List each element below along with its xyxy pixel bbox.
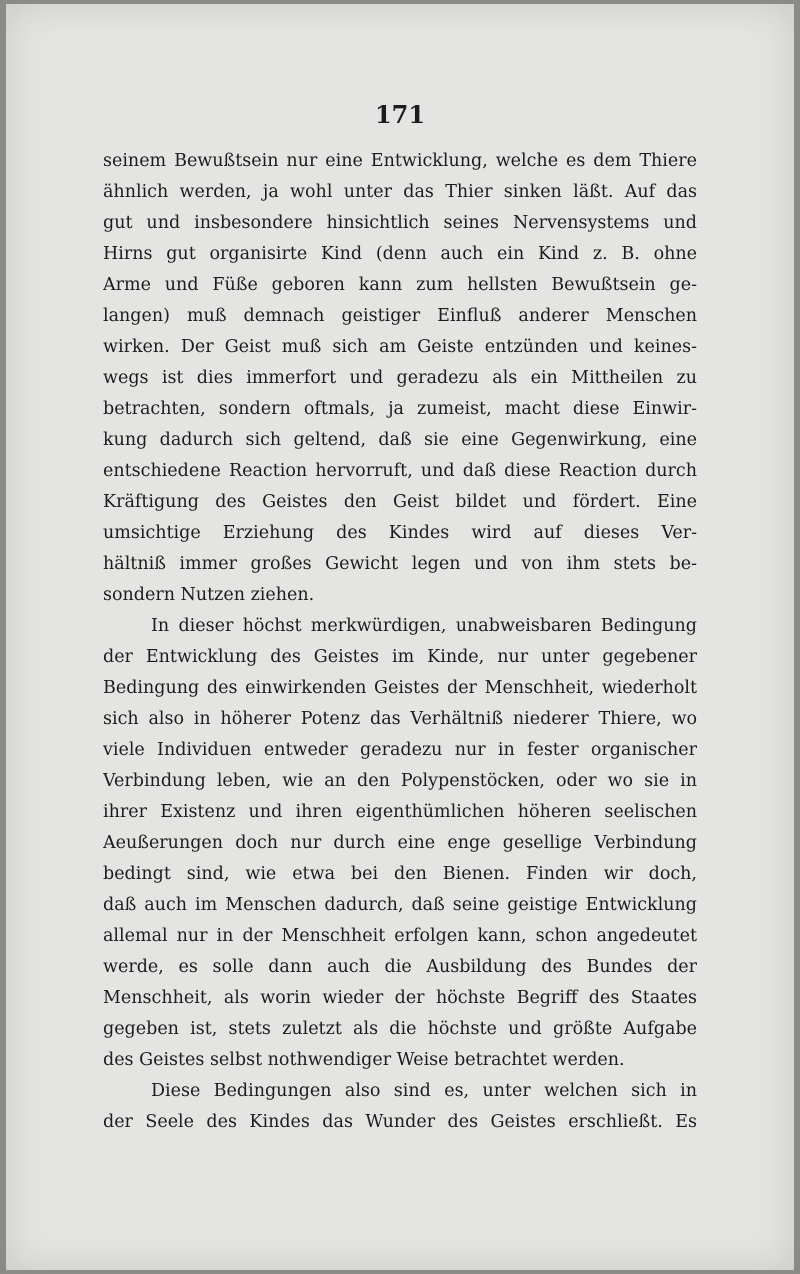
text-line: Hirns gut organisirte Kind (denn auch ein Kind z. B. ohne bbox=[103, 244, 697, 264]
text-line: Bedingung des einwirkenden Geistes der Menschheit, wiederholt bbox=[103, 678, 697, 698]
text-line: sondern Nutzen ziehen. bbox=[103, 585, 315, 605]
body-text bbox=[103, 146, 697, 1138]
text-line: ihrer Existenz und ihren eigenthümlichen höheren seelischen bbox=[103, 802, 697, 822]
text-line: Aeußerungen doch nur durch eine enge gesellige Verbindung bbox=[103, 833, 697, 853]
text-line: werde, es solle dann auch die Ausbildung des Bundes der bbox=[103, 957, 697, 977]
text-line: viele Individuen entweder geradezu nur in fester organischer bbox=[103, 740, 697, 760]
text-line: der Seele des Kindes das Wunder des Geistes erschließt. Es bbox=[103, 1112, 697, 1132]
text-line: langen) muß demnach geistiger Einfluß anderer Menschen bbox=[103, 306, 697, 326]
text-line: In dieser höchst merkwürdigen, unabweisbaren Bedingung bbox=[151, 616, 697, 636]
text-line: kung dadurch sich geltend, daß sie eine Gegenwirkung, eine bbox=[103, 430, 697, 450]
text-line: bedingt sind, wie etwa bei den Bienen. Finden wir doch, bbox=[103, 864, 697, 884]
text-line: allemal nur in der Menschheit erfolgen kann, schon angedeutet bbox=[103, 926, 697, 946]
text-line: Menschheit, als worin wieder der höchste Begriff des Staates bbox=[103, 988, 697, 1008]
text-line: daß auch im Menschen dadurch, daß seine geistige Entwicklung bbox=[103, 895, 697, 915]
text-line: seinem Bewußtsein nur eine Entwicklung, welche es dem Thiere bbox=[103, 151, 697, 171]
text-line: Kräftigung des Geistes den Geist bildet und fördert. Eine bbox=[103, 492, 697, 512]
text-line: des Geistes selbst nothwendiger Weise betrachtet werden. bbox=[103, 1050, 625, 1070]
text-line: wegs ist dies immerfort und geradezu als ein Mittheilen zu bbox=[103, 368, 697, 388]
text-line: Diese Bedingungen also sind es, unter welchen sich in bbox=[151, 1081, 697, 1101]
text-line: betrachten, sondern oftmals, ja zumeist, macht diese Einwir- bbox=[103, 399, 697, 419]
text-line: der Entwicklung des Geistes im Kinde, nur unter gegebener bbox=[103, 647, 697, 667]
text-line: ähnlich werden, ja wohl unter das Thier sinken läßt. Auf das bbox=[103, 182, 697, 202]
text-line: gegeben ist, stets zuletzt als die höchste und größte Aufgabe bbox=[103, 1019, 697, 1039]
text-line: umsichtige Erziehung des Kindes wird auf dieses Ver- bbox=[103, 523, 697, 543]
text-line: gut und insbesondere hinsichtlich seines Nervensystems und bbox=[103, 213, 697, 233]
page-number: 171 bbox=[374, 100, 426, 129]
text-line: wirken. Der Geist muß sich am Geiste entzünden und keines- bbox=[103, 337, 697, 357]
text-line: Arme und Füße geboren kann zum hellsten Bewußtsein ge- bbox=[103, 275, 697, 295]
text-line: entschiedene Reaction hervorruft, und daß diese Reaction durch bbox=[103, 461, 697, 481]
text-line: sich also in höherer Potenz das Verhältniß niederer Thiere, wo bbox=[103, 709, 697, 729]
text-line: hältniß immer großes Gewicht legen und von ihm stets be- bbox=[103, 554, 697, 574]
text-line: Verbindung leben, wie an den Polypenstöcken, oder wo sie in bbox=[103, 771, 697, 791]
